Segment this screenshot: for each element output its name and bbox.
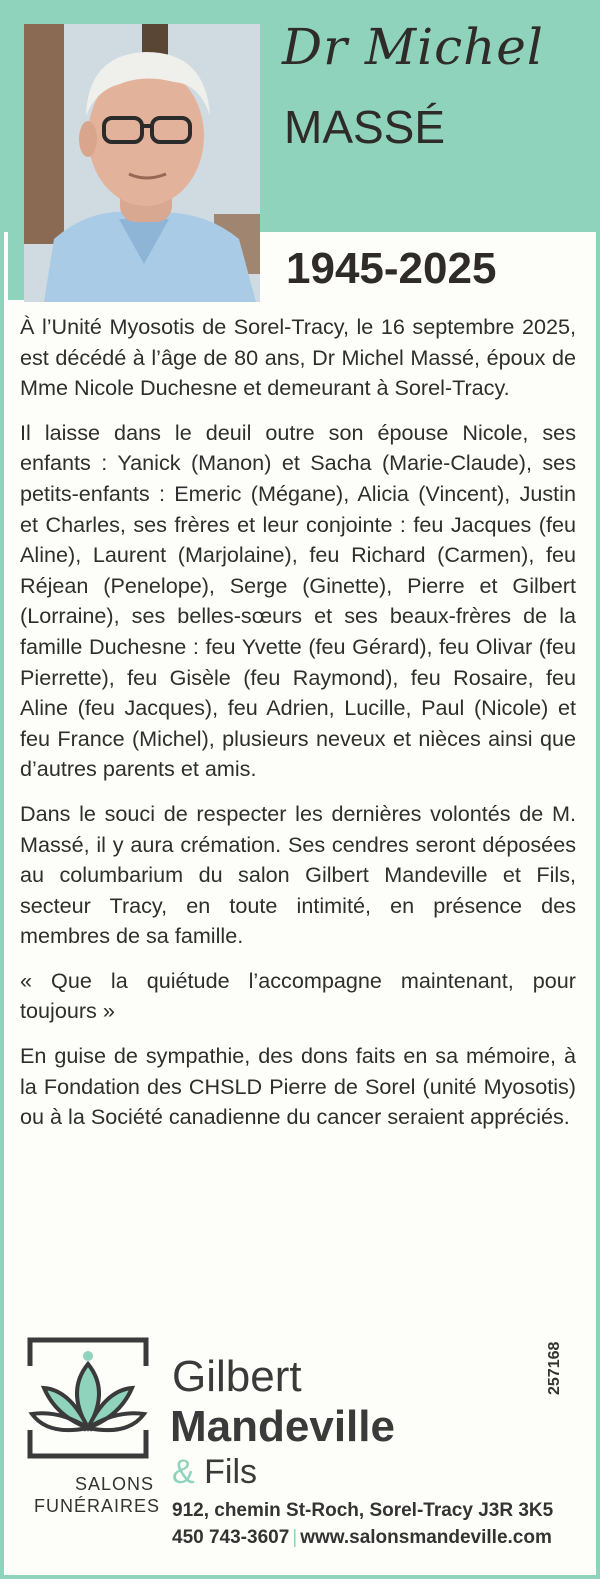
- obituary-text: [20, 312, 576, 1147]
- brand-fils-word: Fils: [204, 1453, 258, 1491]
- deceased-last-name: MASSÉ: [284, 101, 446, 153]
- portrait-illustration: [24, 24, 260, 302]
- salons-funeraires-label: [34, 1473, 161, 1517]
- paragraph-death-notice: À l’Unité Myosotis de Sorel-Tracy, le 16 septembre 2025, est décédé à l’âge de 80 ans, Dr Michel Massé, époux de Mme Nicole Duchesne et demeurant à Sorel-Tracy.: [20, 314, 576, 401]
- paragraph-arrangements: Dans le souci de respecter les dernières volontés de M. Massé, il y aura crémation. Ses cendres seront déposées au columbarium du salon Gilbert Mandeville et Fils, secteur Tracy, en toute intimité, en présence des membres de sa famille.: [20, 800, 576, 949]
- website-link[interactable]: www.salonsmandeville.com: [300, 1527, 552, 1548]
- brand-gilbert: Gilbert: [172, 1352, 302, 1401]
- funeraires-label: FUNÉRAIRES: [34, 1496, 161, 1516]
- paragraph-donations: En guise de sympathie, des dons faits en sa mémoire, à la Fondation des CHSLD Pierre de Sorel (unité Myosotis) ou à la Société canadienne du cancer seraient appréciés.: [20, 1043, 576, 1130]
- paragraph-family: Il laisse dans le deuil outre son épouse Nicole, ses enfants : Yanick (Manon) et Sacha (Marie-Claude), ses petits-enfants : Emeric (Mégane), Alicia (Vincent), Justin et Charles, ses frères et leur conjointe : feu Jacques (feu Aline), Laurent (Marjolaine), feu Richard (Carmen), feu Réjean (Penelope), Serge (Ginette), Pierre et Gilbert (Lorraine), ses belles-sœurs et ses beaux-frères de la famille Duchesne : feu Yvette (feu Gérard), feu Olivar (feu Pierrette), feu Gisèle (feu Raymond), feu Rosaire, feu Aline (feu Jacques), feu Adrien, Lucille, Paul (Nicole) et feu France (Michel), plusieurs neveux et nièces ainsi que d’autres parents et amis.: [20, 419, 576, 782]
- salons-label: SALONS: [74, 1474, 154, 1494]
- contact-separator: |: [292, 1527, 298, 1548]
- brand-ampersand: &: [172, 1453, 195, 1491]
- portrait-photo: [24, 24, 260, 302]
- paragraph-quote: « Que la quiétude l’accompagne maintenant, pour toujours »: [20, 967, 576, 1024]
- funeral-home-address: 912, chemin St-Roch, Sorel-Tracy J3R 3K5: [172, 1500, 554, 1521]
- brand-mandeville: Mandeville: [170, 1402, 395, 1451]
- deceased-first-name: Dr Michel: [282, 18, 544, 76]
- ad-reference-number: 257168: [546, 1341, 563, 1395]
- funeral-home-contact: [172, 1527, 552, 1549]
- photo-frame: [8, 8, 260, 300]
- lotus-logo-icon: [26, 1336, 150, 1460]
- brand-fils: [172, 1453, 257, 1492]
- phone-number: 450 743-3607: [172, 1527, 290, 1548]
- life-years: 1945-2025: [286, 244, 497, 293]
